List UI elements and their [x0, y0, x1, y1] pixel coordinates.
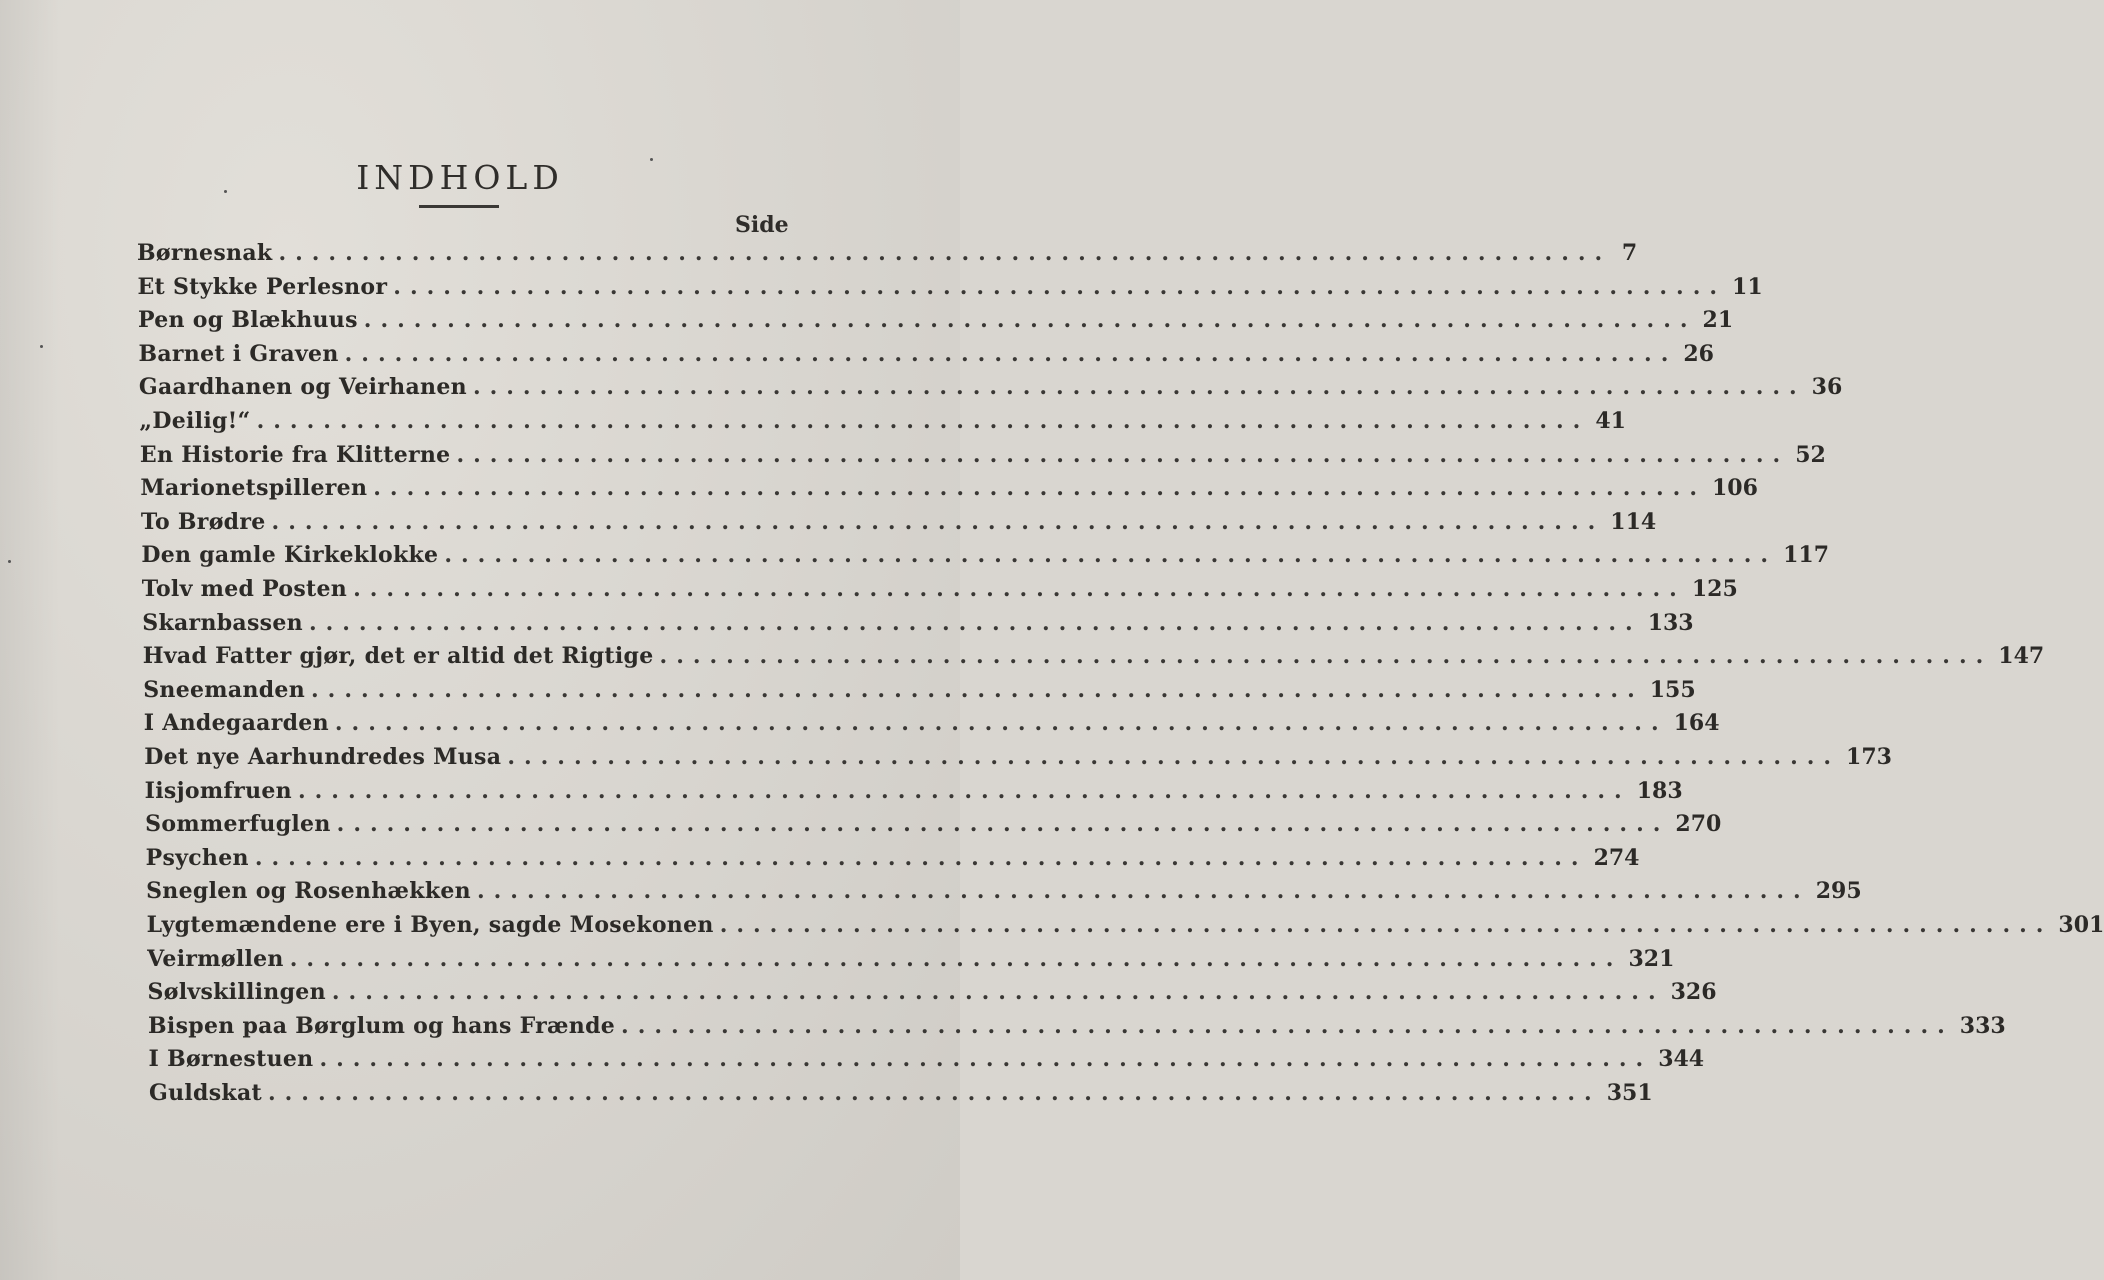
toc-entry-title: Bispen paa Børglum og hans Frænde: [148, 1012, 616, 1039]
dot-leader: ................................................................................: [334, 710, 1668, 737]
toc-entry-title: I Børnestuen: [148, 1046, 314, 1073]
toc-entry-page: 41: [1595, 408, 1626, 434]
toc-entry-page: 270: [1675, 811, 1722, 838]
toc-entry: [146, 878, 1862, 910]
toc-entry-title: To Brødre: [140, 508, 266, 535]
dot-leader: ................................................................................: [267, 1080, 1601, 1106]
dot-leader: ................................................................................: [476, 878, 1810, 905]
toc-entry-title: Den gamle Kirkeklokke: [141, 542, 439, 569]
toc-entry-page: 326: [1670, 979, 1717, 1006]
toc-entry-page: 26: [1683, 340, 1714, 367]
toc-entry: [141, 576, 1738, 608]
dot-leader: ................................................................................: [507, 744, 1841, 770]
toc-entry: [139, 441, 1826, 474]
toc-entry-page: 173: [1846, 744, 1892, 770]
toc-entry: [140, 475, 1758, 507]
toc-entry-title: Pen og Blækhuus: [137, 307, 358, 334]
toc-entry-page: 321: [1628, 945, 1675, 972]
toc-entry-title: Psychen: [145, 844, 249, 871]
title-divider: [419, 205, 499, 208]
toc-entry: [141, 542, 1830, 574]
toc-entry-title: I Andegaarden: [143, 710, 329, 737]
dot-leader: ................................................................................: [353, 576, 1686, 602]
toc-entry-page: 351: [1606, 1080, 1653, 1106]
toc-entry: [145, 811, 1722, 843]
toc-entry: [146, 912, 2104, 944]
toc-entry: [137, 240, 1638, 272]
toc-entry-page: 7: [1621, 240, 1638, 266]
dot-leader: ................................................................................: [472, 374, 1806, 401]
dot-leader: ................................................................................: [256, 408, 1590, 434]
toc-entry-title: Iisjomfruen: [144, 777, 292, 804]
dot-leader: ................................................................................: [456, 441, 1790, 468]
toc-entry-page: 114: [1610, 508, 1657, 535]
toc-entry-page: 36: [1811, 374, 1843, 401]
toc-entry: [144, 744, 1892, 776]
toc-entry-title: En Historie fra Klitterne: [139, 441, 451, 468]
toc-entry: [142, 643, 2045, 675]
dot-leader: ................................................................................: [319, 1046, 1653, 1073]
paper-speck: [40, 345, 43, 348]
dot-leader: ................................................................................: [278, 240, 1612, 266]
toc-entry: [138, 374, 1843, 406]
toc-entry-title: Marionetspilleren: [140, 475, 368, 502]
toc-entry-page: 125: [1691, 576, 1738, 602]
toc-entry: [147, 979, 1717, 1011]
toc-entry-page: 52: [1795, 441, 1826, 468]
toc-entry-title: Guldskat: [149, 1080, 262, 1106]
dot-leader: ................................................................................: [331, 979, 1665, 1006]
paper-speck: [8, 560, 11, 563]
dot-leader: ................................................................................: [297, 777, 1631, 804]
toc-entry-page: 164: [1673, 710, 1720, 737]
dot-leader: ................................................................................: [719, 912, 2053, 938]
toc-entry-title: Det nye Aarhundredes Musa: [144, 744, 502, 770]
toc-entry-title: Sommerfuglen: [145, 811, 331, 838]
dot-leader: ................................................................................: [393, 273, 1727, 300]
dot-leader: ................................................................................: [271, 508, 1605, 535]
dot-leader: ................................................................................: [363, 307, 1697, 334]
toc-entry: [142, 609, 1694, 642]
dot-leader: ................................................................................: [621, 1012, 1954, 1039]
toc-entry-page: 295: [1815, 878, 1862, 905]
toc-entry: [148, 1046, 1705, 1078]
dot-leader: ................................................................................: [308, 609, 1642, 636]
toc-entry: [149, 1080, 1653, 1112]
toc-entry-page: 344: [1658, 1046, 1705, 1073]
dot-leader: ................................................................................: [336, 811, 1670, 838]
toc-entry-page: 274: [1593, 844, 1640, 871]
dot-leader: ................................................................................: [254, 844, 1588, 871]
toc-entry: [145, 844, 1640, 877]
toc-entry-page: 183: [1636, 777, 1683, 804]
dot-leader: ................................................................................: [289, 945, 1623, 972]
toc-entry: [139, 408, 1626, 440]
toc-entry-title: Et Stykke Perlesnor: [137, 273, 388, 300]
toc-entry-page: 11: [1732, 273, 1763, 300]
toc-entry: [148, 1012, 2006, 1045]
toc-entry: [137, 307, 1734, 339]
toc-entry-page: 133: [1647, 609, 1694, 636]
toc-entry: [140, 508, 1657, 541]
dot-leader: ................................................................................: [444, 542, 1778, 569]
toc-entry-title: Skarnbassen: [142, 609, 303, 636]
toc-entry-title: Veirmøllen: [147, 945, 284, 972]
toc-entry: [147, 945, 1675, 978]
toc-entry-title: Lygtemændene ere i Byen, sagde Mosekonen: [146, 912, 714, 938]
toc-entry-title: Hvad Fatter gjør, det er altid det Rigtige: [142, 643, 654, 670]
toc-entry-page: 333: [1959, 1012, 2006, 1039]
toc-entry: [138, 340, 1714, 373]
toc-entry-title: Tolv med Posten: [141, 576, 348, 602]
toc-entry: [144, 777, 1683, 810]
toc-entry: [137, 273, 1763, 306]
toc-entry-title: „Deilig!“: [139, 408, 251, 434]
toc-entry: [143, 676, 1696, 709]
toc-entry-title: Barnet i Graven: [138, 340, 339, 367]
toc-entry-page: 147: [1998, 643, 2045, 670]
toc-entry-page: 106: [1712, 475, 1758, 502]
page-title: INDHOLD: [356, 158, 564, 198]
toc-entry-title: Gaardhanen og Veirhanen: [138, 374, 467, 401]
dot-leader: ................................................................................: [344, 340, 1678, 367]
toc-entry-title: Børnesnak: [137, 240, 273, 266]
toc-entry-title: Sneemanden: [143, 676, 306, 703]
dot-leader: ................................................................................: [659, 643, 1993, 670]
toc-entry-page: 301: [2058, 912, 2104, 938]
page-column-header: Side: [735, 212, 789, 238]
toc-entry: [143, 710, 1720, 742]
toc-entry-page: 117: [1783, 542, 1830, 569]
toc-entry-page: 21: [1702, 307, 1734, 334]
toc-entry-page: 155: [1649, 676, 1696, 703]
toc-entry-title: Sølvskillingen: [147, 979, 326, 1006]
dot-leader: ................................................................................: [373, 475, 1706, 502]
dot-leader: ................................................................................: [311, 676, 1644, 703]
toc-entry-title: Sneglen og Rosenhækken: [146, 878, 471, 905]
